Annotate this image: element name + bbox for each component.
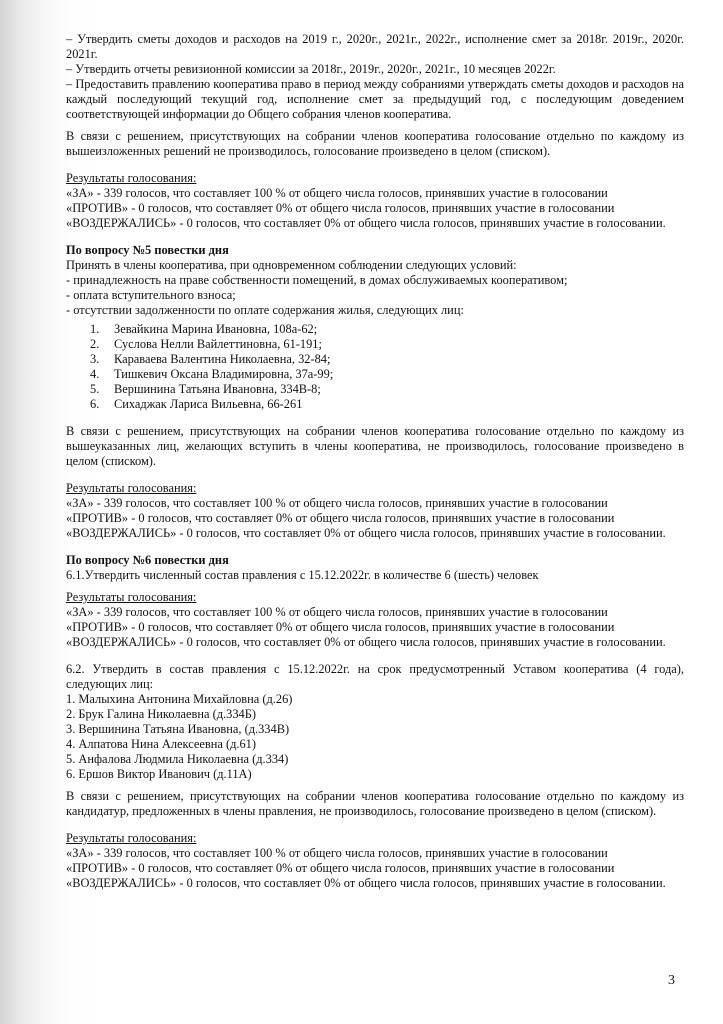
list-item: 5. Вершинина Татьяна Ивановна, 334В-8;: [90, 382, 321, 396]
results-label: Результаты голосования:: [66, 481, 197, 495]
voting-method-note: В связи с решением, присутствующих на собрании членов кооператива голосование отдельно по каждому из вышеизложенных решений не производилось, голосование произведено в целом (списком).: [66, 129, 684, 158]
decision-item: – Утвердить отчеты ревизионной комиссии за 2018г., 2019г., 2020г., 2021г., 10 месяцев 2022г.: [66, 62, 556, 76]
top-decision-list: [66, 32, 684, 122]
vote-against: «ПРОТИВ» - 0 голосов, что составляет 0% от общего числа голосов, принявших участие в голосовании: [66, 620, 615, 634]
new-members-list: [66, 322, 684, 412]
vote-abstain: «ВОЗДЕРЖАЛИСЬ» - 0 голосов, что составляет 0% от общего числа голосов, принявших участие в голосовании.: [66, 216, 666, 230]
document-body: [66, 32, 684, 891]
page-number: 3: [668, 973, 675, 988]
voting-results-block: [66, 831, 684, 891]
vote-for: «ЗА» - 339 голосов, что составляет 100 % от общего числа голосов, принявших участие в голосовании: [66, 846, 608, 860]
vote-abstain: «ВОЗДЕРЖАЛИСЬ» - 0 голосов, что составляет 0% от общего числа голосов, принявших участие в голосовании.: [66, 635, 666, 649]
voting-results-block: [66, 590, 684, 650]
list-item: 1. Малыхина Антонина Михайловна (д.26): [66, 692, 293, 706]
question-5-heading: По вопросу №5 повестки дня: [66, 243, 229, 257]
list-item: 5. Анфалова Людмила Николаевна (д.334): [66, 752, 289, 766]
condition-item: - оплата вступительного взноса;: [66, 288, 236, 302]
results-label: Результаты голосования:: [66, 171, 197, 185]
list-item: 3. Вершинина Татьяна Ивановна, (д.334В): [66, 722, 290, 736]
question-5-intro: Принять в члены кооператива, при одновременном соблюдении следующих условий:: [66, 258, 517, 272]
list-item: 4. Алпатова Нина Алексеевна (д.61): [66, 737, 256, 751]
results-label: Результаты голосования:: [66, 590, 197, 604]
vote-for: «ЗА» - 339 голосов, что составляет 100 % от общего числа голосов, принявших участие в голосовании: [66, 186, 608, 200]
question-6-note: В связи с решением, присутствующих на собрании членов кооператива голосование отдельно по каждому из кандидатур, предложенных в члены правления, не производилось, голосование произведено в целом (списком).: [66, 789, 684, 818]
condition-item: - отсутствии задолженности по оплате содержания жилья, следующих лиц:: [66, 303, 464, 317]
list-item: 3. Караваева Валентина Николаевна, 32-84;: [90, 352, 331, 366]
voting-results-block: [66, 481, 684, 541]
vote-against: «ПРОТИВ» - 0 голосов, что составляет 0% от общего числа голосов, принявших участие в голосовании: [66, 861, 615, 875]
question-6-section: [66, 553, 684, 819]
list-item: 2. Брук Галина Николаевна (д.334Б): [66, 707, 256, 721]
question-6-item-2: 6.2. Утвердить в состав правления с 15.12.2022г. на срок предусмотренный Уставом кооператива (4 года), следующих лиц:: [66, 662, 684, 691]
vote-for: «ЗА» - 339 голосов, что составляет 100 % от общего числа голосов, принявших участие в голосовании: [66, 496, 608, 510]
question-6-heading: По вопросу №6 повестки дня: [66, 553, 229, 567]
question-6-item-1: 6.1.Утвердить численный состав правления с 15.12.2022г. в количестве 6 (шесть) человек: [66, 568, 539, 582]
question-5-section: [66, 243, 684, 469]
vote-against: «ПРОТИВ» - 0 голосов, что составляет 0% от общего числа голосов, принявших участие в голосовании: [66, 201, 615, 215]
list-item: 1. Зевайкина Марина Ивановна, 108а-62;: [90, 322, 318, 336]
list-item: 2. Суслова Нелли Вайлеттиновна, 61-191;: [90, 337, 322, 351]
vote-abstain: «ВОЗДЕРЖАЛИСЬ» - 0 голосов, что составляет 0% от общего числа голосов, принявших участие в голосовании.: [66, 876, 666, 890]
decision-item: – Утвердить сметы доходов и расходов на 2019 г., 2020г., 2021г., 2022г., исполнение смет за 2018г. 2019г., 2020г. 2021г.: [66, 32, 684, 61]
list-item: 4. Тишкевич Оксана Владимировна, 37а-99;: [90, 367, 334, 381]
results-label: Результаты голосования:: [66, 831, 197, 845]
board-members-list: [66, 692, 684, 782]
vote-abstain: «ВОЗДЕРЖАЛИСЬ» - 0 голосов, что составляет 0% от общего числа голосов, принявших участие в голосовании.: [66, 526, 666, 540]
vote-for: «ЗА» - 339 голосов, что составляет 100 % от общего числа голосов, принявших участие в голосовании: [66, 605, 608, 619]
list-item: 6. Сихаджак Лариса Вильевна, 66-261: [90, 397, 303, 411]
decision-item: – Предоставить правлению кооператива право в период между собраниями утверждать сметы доходов и расходов на каждый последующий текущий год, исполнение смет за предыдущий год, с последующим доведением соответствующей информации до Общего собрания членов кооператива.: [66, 77, 684, 121]
vote-against: «ПРОТИВ» - 0 голосов, что составляет 0% от общего числа голосов, принявших участие в голосовании: [66, 511, 615, 525]
voting-results-block: [66, 171, 684, 231]
list-item: 6. Ершов Виктор Иванович (д.11А): [66, 767, 252, 781]
question-5-note: В связи с решением, присутствующих на собрании членов кооператива голосование отдельно по каждому из вышеуказанных лиц, желающих вступить в члены кооператива, не производилось, голосование произведено в целом (списком).: [66, 424, 684, 468]
condition-item: - принадлежность на праве собственности помещений, в домах обслуживаемых кооперативом;: [66, 273, 568, 287]
